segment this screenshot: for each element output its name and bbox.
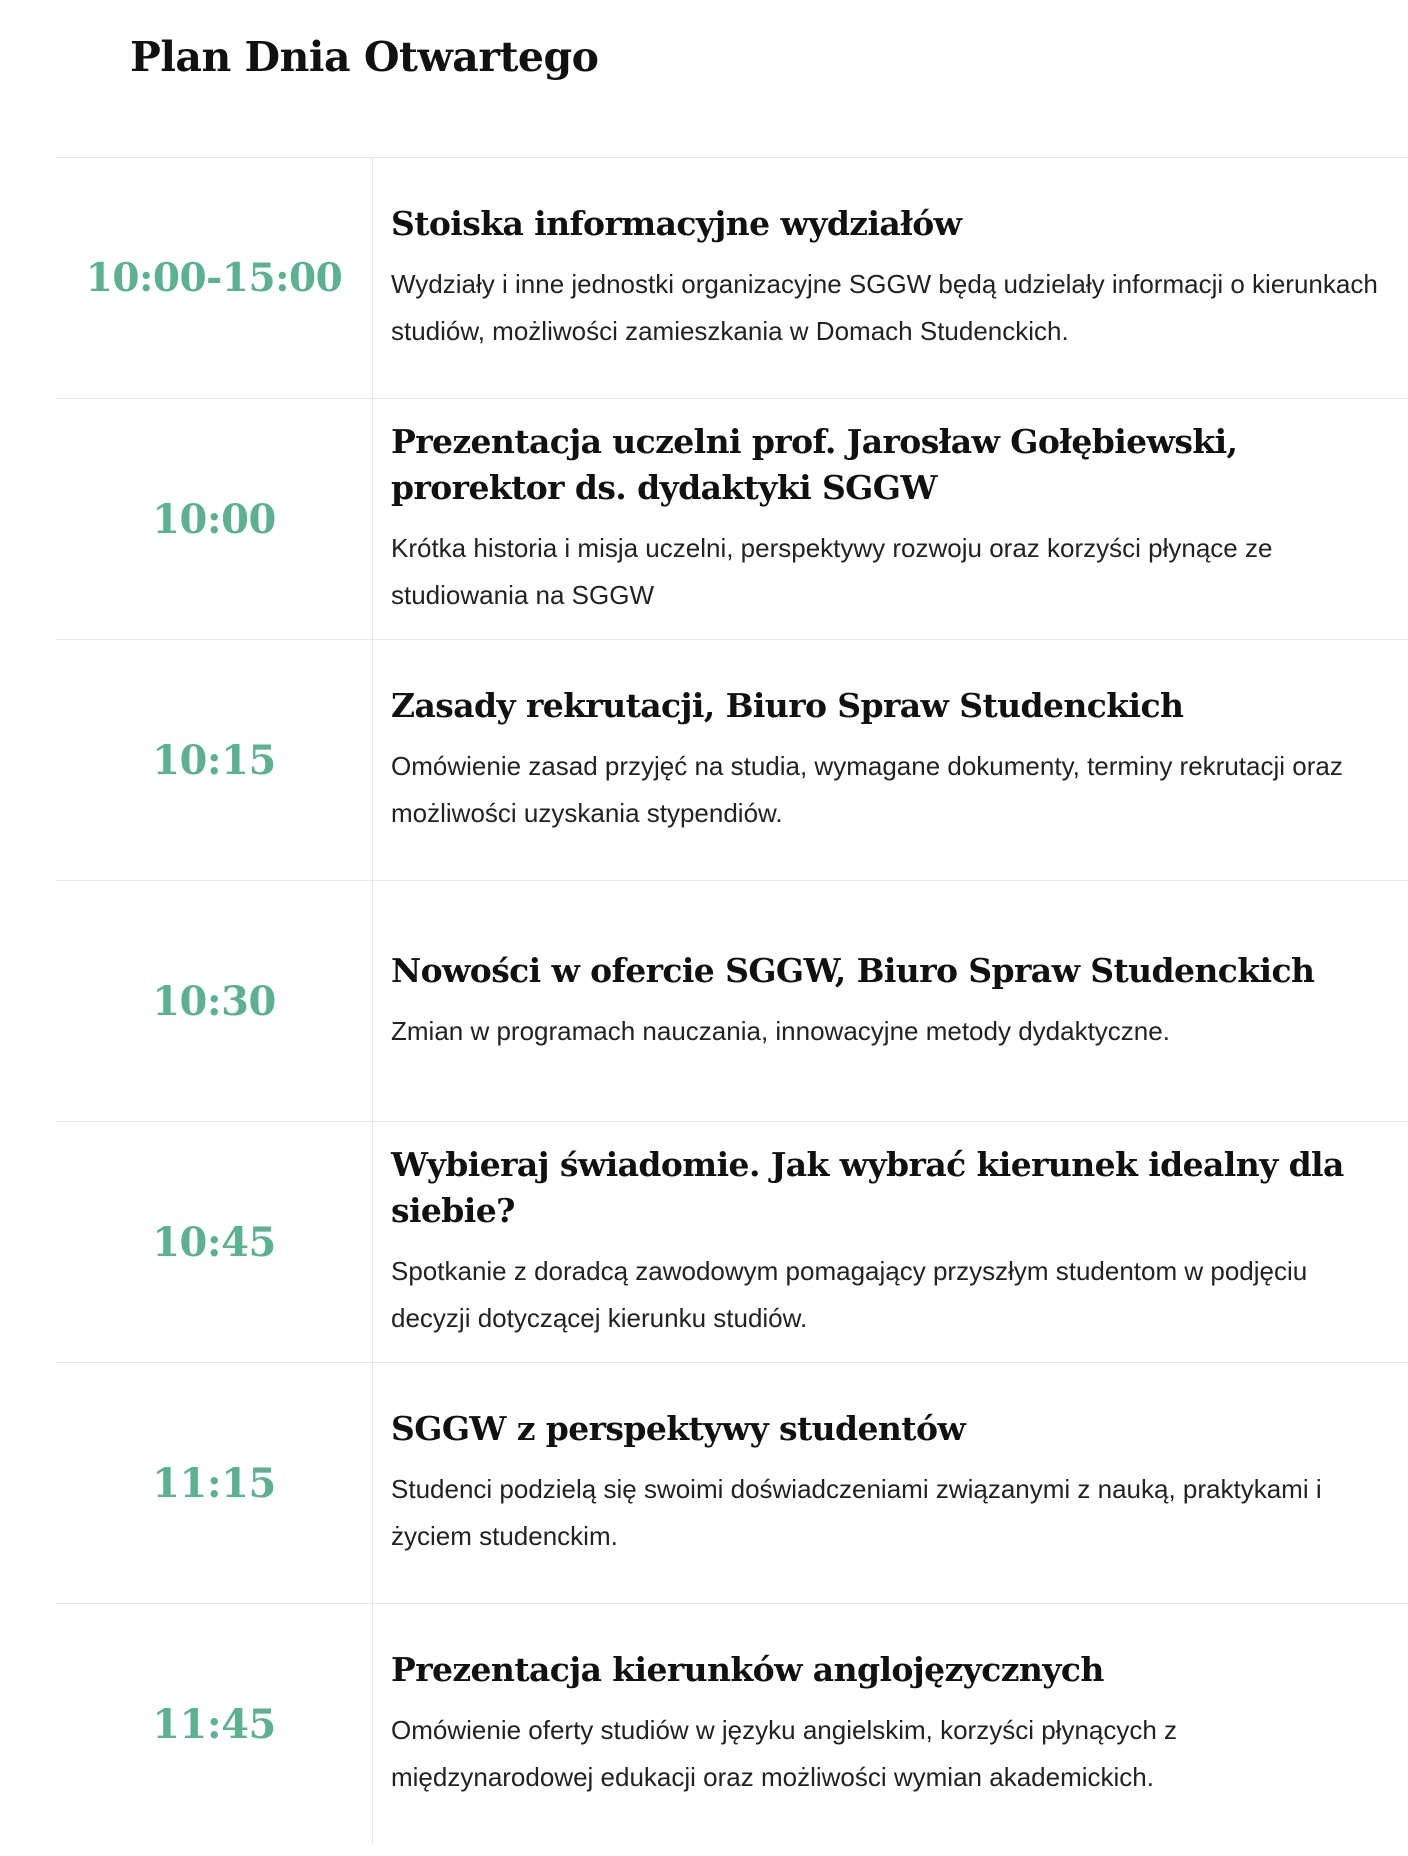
event-description: Krótka historia i misja uczelni, perspektywy rozwoju oraz korzyści płynące ze studiowania na SGGW xyxy=(391,533,1273,610)
event-description: Omówienie oferty studiów w języku angielskim, korzyści płynących z międzynarodowej edukacji oraz możliwości wymian akademickich. xyxy=(391,1715,1178,1792)
event-title: Zasady rekrutacji, Biuro Spraw Studenckich xyxy=(391,686,1184,725)
event-title: SGGW z perspektywy studentów xyxy=(391,1409,966,1448)
schedule-row xyxy=(56,158,1408,399)
event-description: Omówienie zasad przyjęć na studia, wymagane dokumenty, terminy rekrutacji oraz możliwości uzyskania stypendiów. xyxy=(391,751,1343,828)
event-title: Wybieraj świadomie. Jak wybrać kierunek idealny dla siebie? xyxy=(391,1145,1344,1230)
event-time: 11:45 xyxy=(152,1700,276,1748)
event-title: Stoiska informacyjne wydziałów xyxy=(391,204,962,243)
schedule-row xyxy=(56,1122,1408,1363)
event-cell xyxy=(317,1604,1408,1844)
event-title: Prezentacja kierunków anglojęzycznych xyxy=(391,1650,1104,1689)
schedule-row xyxy=(56,1604,1408,1844)
page-title: Plan Dnia Otwartego xyxy=(130,33,599,81)
event-cell xyxy=(317,881,1408,1121)
event-cell xyxy=(317,1363,1408,1603)
event-title: Nowości w ofercie SGGW, Biuro Spraw Studenckich xyxy=(391,950,1315,990)
event-cell xyxy=(317,1122,1408,1362)
event-time: 10:00 xyxy=(152,495,276,543)
event-cell xyxy=(317,158,1408,398)
event-title: Prezentacja uczelni prof. Jarosław Gołębiewski, prorektor ds. dydaktyki SGGW xyxy=(391,422,1238,507)
schedule-row xyxy=(56,881,1408,1122)
event-time: 10:00-15:00 xyxy=(85,255,343,301)
event-time: 10:45 xyxy=(152,1218,276,1266)
event-description: Spotkanie z doradcą zawodowym pomagający przyszłym studentom w podjęciu decyzji dotyczącej kierunku studiów. xyxy=(391,1256,1308,1333)
event-time: 11:15 xyxy=(152,1459,276,1507)
event-cell xyxy=(317,399,1408,639)
event-time: 10:30 xyxy=(152,977,276,1025)
event-description: Studenci podzielą się swoimi doświadczeniami związanymi z nauką, praktykami i życiem studenckim. xyxy=(391,1474,1322,1551)
event-description: Zmian w programach nauczania, innowacyjne metody dydaktyczne. xyxy=(391,1015,1170,1046)
schedule-row xyxy=(56,399,1408,640)
event-time: 10:15 xyxy=(152,736,276,784)
event-description: Wydziały i inne jednostki organizacyjne SGGW będą udzielały informacji o kierunkach studiów, możliwości zamieszkania w Domach Studenckich. xyxy=(391,269,1378,346)
schedule-row xyxy=(56,1363,1408,1604)
schedule-table xyxy=(56,157,1408,1844)
event-cell xyxy=(317,640,1408,880)
schedule-row xyxy=(56,640,1408,881)
